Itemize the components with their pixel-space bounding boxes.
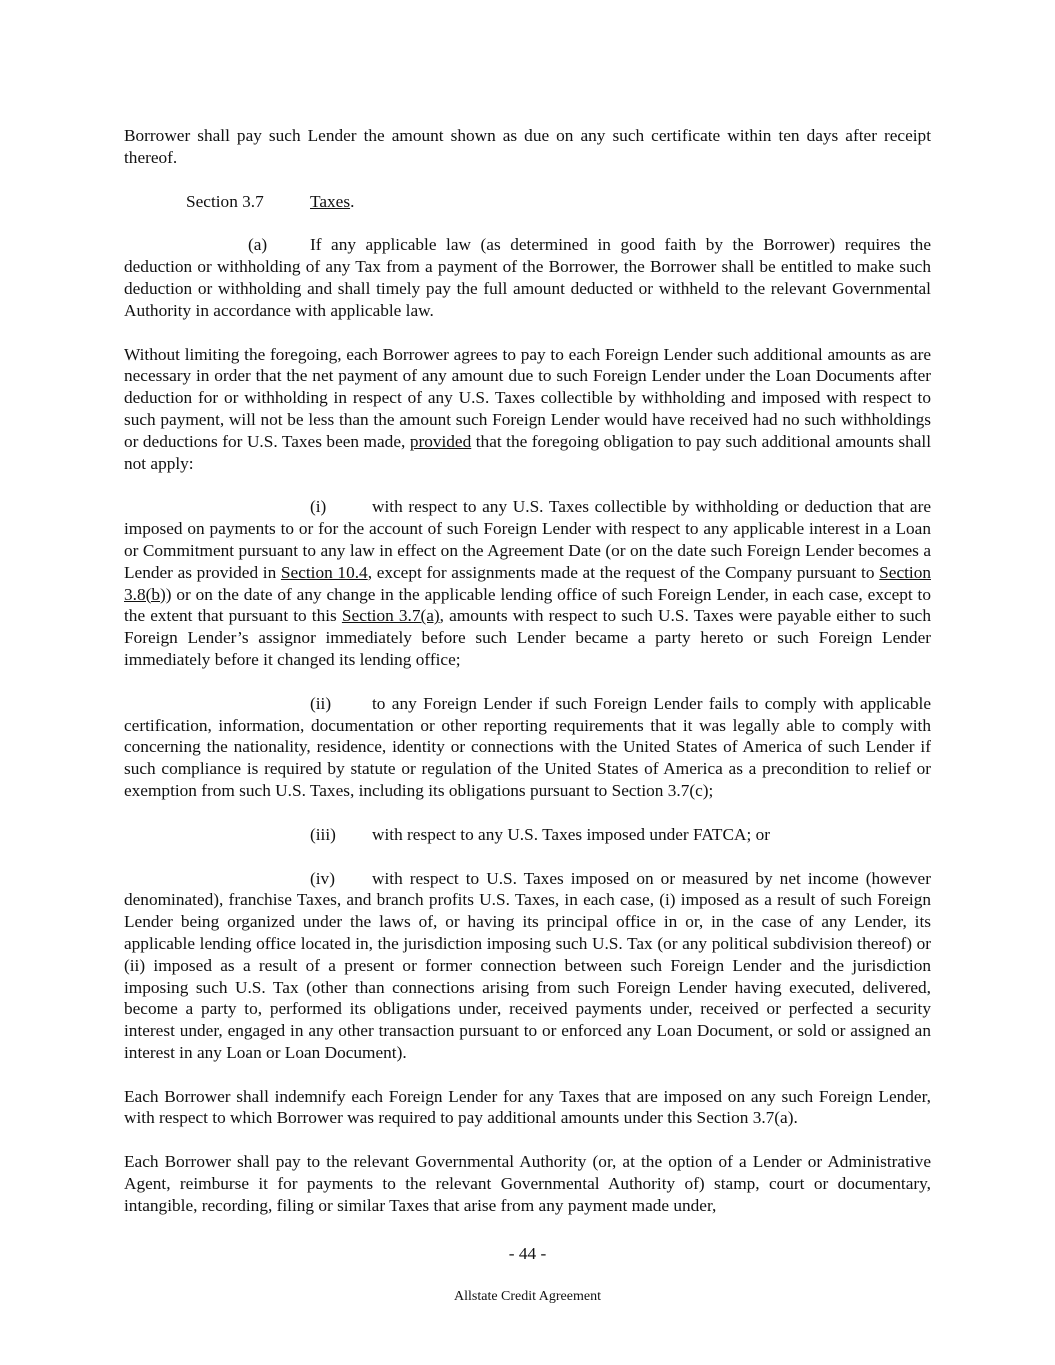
section-number: Section 3.7 [186, 191, 264, 211]
intro-paragraph [124, 125, 931, 169]
paragraph-indemnify [124, 1086, 931, 1130]
item-i-marker: (i) [310, 497, 327, 517]
section-10-4-ref: Section 10.4 [280, 562, 368, 582]
document-page [124, 125, 931, 1217]
paragraph-a-text: If any applicable law (as determined in good faith by the Borrower) requires the deduction or withholding of any Tax from a payment of the Borrower, the Borrower shall be entitled to make such deduction or withholding and shall timely pay the full amount deducted or withheld to the relevant Governmental Authority in accordance with applicable law. [124, 235, 931, 320]
page-number: - 44 - [508, 1244, 547, 1263]
paragraph-a-marker: (a) [248, 235, 268, 255]
item-iii-marker: (iii) [310, 824, 336, 844]
item-i [124, 496, 931, 670]
section-title-punct: . [350, 191, 355, 211]
item-i-text-1: with respect to any U.S. Taxes collectible by withholding or deduction that are imposed on payments to or for the account of such Foreign Lender with respect to any applicable interest in a Loan or Commitment pursuant to any law in effect on the Agreement Date (or on the date such Foreign Lender becomes a Lender as provided in [124, 497, 931, 582]
item-i-text-4: , amounts with respect to such U.S. Taxes were payable either to such Foreign Lender’s assignor immediately before such Lender became a party hereto or such Foreign Lender immediately before it changed its lending office; [124, 606, 931, 669]
item-ii-marker: (ii) [310, 693, 332, 713]
item-i-text-3: ) or on the date of any change in the applicable lending office of such Foreign Lender, in each case, except to the extent that pursuant to this [124, 584, 931, 626]
item-iv-marker: (iv) [310, 868, 335, 888]
section-3-7-a-ref: Section 3.7(a) [341, 606, 440, 626]
section-heading [124, 191, 931, 213]
item-ii-text: to any Foreign Lender if such Foreign Lender fails to comply with applicable certification, information, documentation or other reporting requirements that it was legally able to comply with concerning the nationality, residence, identity or connections with the United States of America of such Lender if such compliance is required by statute or regulation of the United States of America as a precondition to relief or exemption from such U.S. Taxes, including its obligations pursuant to Section 3.7(c); [124, 693, 931, 800]
without-limiting-text: Without limiting the foregoing, each Borrower agrees to pay to each Foreign Lender such additional amounts as are necessary in order that the net payment of any amount due to such Foreign Lender under the Loan Documents after deduction for or withholding in respect of any U.S. Taxes collectible by withholding and imposed with respect to such payment, will not be less than the amount such Foreign Lender would have received had no such withholdings or deductions for U.S. Taxes been made, [124, 344, 931, 451]
item-iii-text: with respect to any U.S. Taxes imposed under FATCA; or [372, 824, 770, 844]
section-title: Taxes [310, 191, 351, 211]
section-3-8-b-ref: Section 3.8(b) [124, 562, 931, 604]
document-footer: Allstate Credit Agreement [454, 1289, 601, 1304]
item-iii [124, 824, 931, 846]
stamp-taxes-text: Each Borrower shall pay to the relevant Governmental Authority (or, at the option of a Lender or Administrative Agent, reimburse it for payments to the relevant Governmental Authority of) stamp, court or documentary, intangible, recording, filing or similar Taxes that arise from any payment made under, [124, 1152, 931, 1215]
item-iv [124, 868, 931, 1064]
without-limiting-text-end: that the foregoing obligation to pay such additional amounts shall not apply: [124, 431, 931, 473]
item-iv-text: with respect to U.S. Taxes imposed on or measured by net income (however denominated), franchise Taxes, and branch profits U.S. Taxes, in each case, (i) imposed as a result of such Foreign Lender being organized under the laws of, or having its principal office in or, in the case of any Lender, its applicable lending office located in, the jurisdiction imposing such U.S. Tax (or any political subdivision thereof) or (ii) imposed as a result of a present or former connection between such Foreign Lender and the jurisdiction imposing such U.S. Tax (other than connections arising from such Foreign Lender having executed, delivered, become a party to, performed its obligations under, received payments under, received or perfected a security interest under, engaged in any other transaction pursuant to or enforced any Loan Document, or sold or assigned an interest in any Loan or Loan Document). [124, 868, 931, 1062]
paragraph-stamp-taxes [124, 1151, 931, 1216]
indemnify-text: Each Borrower shall indemnify each Foreign Lender for any Taxes that are imposed on any such Foreign Lender, with respect to which Borrower was required to pay additional amounts under this Section 3.7(a). [124, 1086, 931, 1128]
paragraph-without-limiting [124, 344, 931, 475]
paragraph-a [124, 234, 931, 321]
intro-text: Borrower shall pay such Lender the amount shown as due on any such certificate within ten days after receipt thereof. [124, 126, 931, 167]
item-i-text-2: , except for assignments made at the request of the Company pursuant to [367, 562, 880, 582]
provided-term: provided [409, 431, 472, 451]
item-ii [124, 693, 931, 802]
